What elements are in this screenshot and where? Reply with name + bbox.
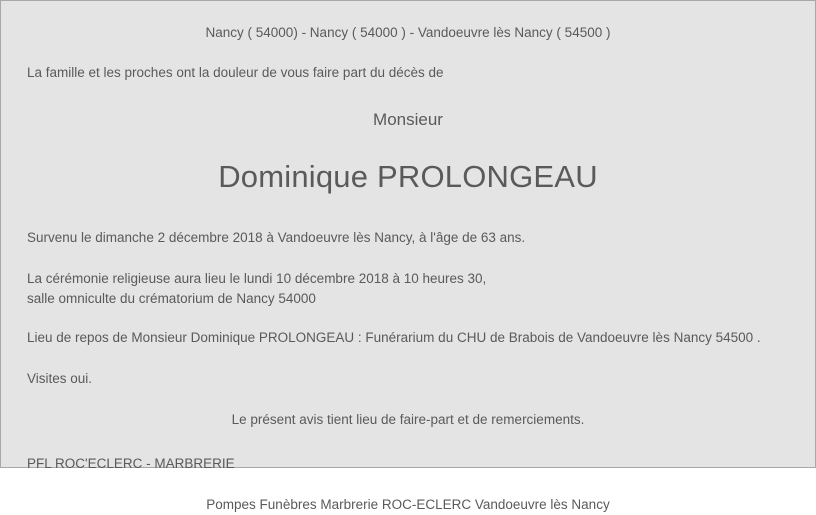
ceremony-line-1: La cérémonie religieuse aura lieu le lundi 10 décembre 2018 à 10 heures 30, (27, 271, 487, 287)
locations-line: Nancy ( 54000) - Nancy ( 54000 ) - Vandoeuvre lès Nancy ( 54500 ) (205, 25, 611, 40)
funeral-company: PFL ROC'ECLERC - MARBRERIE (27, 455, 235, 471)
visits-info: Visites oui. (27, 370, 93, 386)
ceremony-line-2: salle omniculte du crématorium de Nancy 54000 (27, 290, 316, 306)
intro-text: La famille et les proches ont la douleur de vous faire part du décès de (27, 64, 444, 80)
death-details: Survenu le dimanche 2 décembre 2018 à Vandoeuvre lès Nancy, à l'âge de 63 ans. (27, 229, 526, 245)
rest-place: Lieu de repos de Monsieur Dominique PROLONGEAU : Funérarium du CHU de Brabois de Vandoeuvre lès Nancy 54500 . (27, 330, 761, 346)
civility-title: Monsieur (373, 110, 443, 130)
ceremony-details (27, 269, 789, 308)
notice-statement: Le présent avis tient lieu de faire-part et de remerciements. (231, 412, 585, 428)
deceased-name: Dominique PROLONGEAU (218, 158, 598, 194)
footer-company: Pompes Funèbres Marbrerie ROC-ECLERC Vandoeuvre lès Nancy (206, 497, 610, 513)
